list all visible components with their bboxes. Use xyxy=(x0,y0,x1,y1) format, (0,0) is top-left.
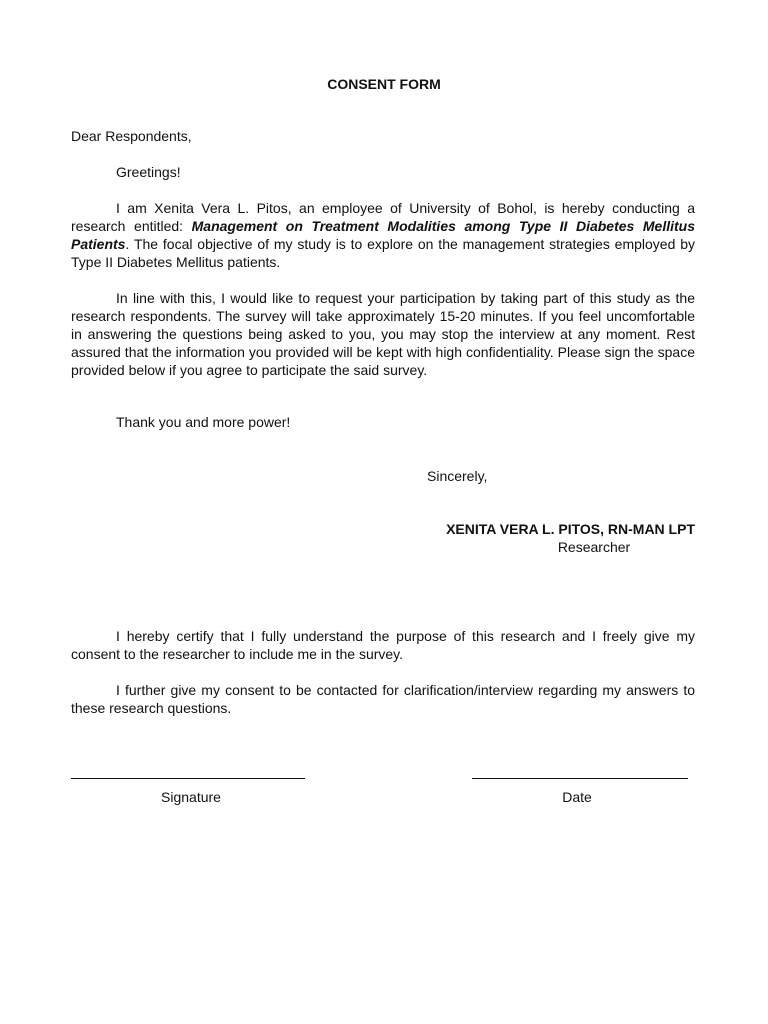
intro-paragraph xyxy=(71,199,695,271)
closing-line: Sincerely, xyxy=(427,468,488,484)
date-line[interactable] xyxy=(472,778,688,779)
signature-label: Signature xyxy=(161,789,221,805)
greeting: Greetings! xyxy=(116,164,181,180)
request-paragraph: In line with this, I would like to request your participation by taking part of this study as the research respondents. The survey will take approximately 15-20 minutes. If you feel uncomfortable in answering the questions being asked to you, you may stop the interview at any moment. Rest assured that the information you provided will be kept with high confidentiality. Please sign the space provided below if you agree to participate the said survey. xyxy=(71,290,695,378)
intro-text-after: . The focal objective of my study is to explore on the management strategies employed by Type II Diabetes Mellitus patients. xyxy=(71,236,695,270)
thanks-line: Thank you and more power! xyxy=(116,414,291,430)
researcher-name: XENITA VERA L. PITOS, RN-MAN LPT xyxy=(446,521,695,537)
date-label: Date xyxy=(562,789,592,805)
researcher-role: Researcher xyxy=(557,539,631,555)
research-title: Management on Treatment Modalities among Type II Diabetes Mellitus Patients xyxy=(71,218,695,252)
document-title: CONSENT FORM xyxy=(327,76,441,92)
intro-text-before: I am Xenita Vera L. Pitos, an employee of University of Bohol, is hereby conducting a research entitled: xyxy=(71,200,695,234)
signature-line[interactable] xyxy=(71,778,305,779)
further-consent-paragraph: I further give my consent to be contacted for clarification/interview regarding my answers to these research questions. xyxy=(71,682,695,716)
certify-paragraph: I hereby certify that I fully understand the purpose of this research and I freely give my consent to the researcher to include me in the survey. xyxy=(71,628,695,662)
salutation: Dear Respondents, xyxy=(71,128,192,144)
